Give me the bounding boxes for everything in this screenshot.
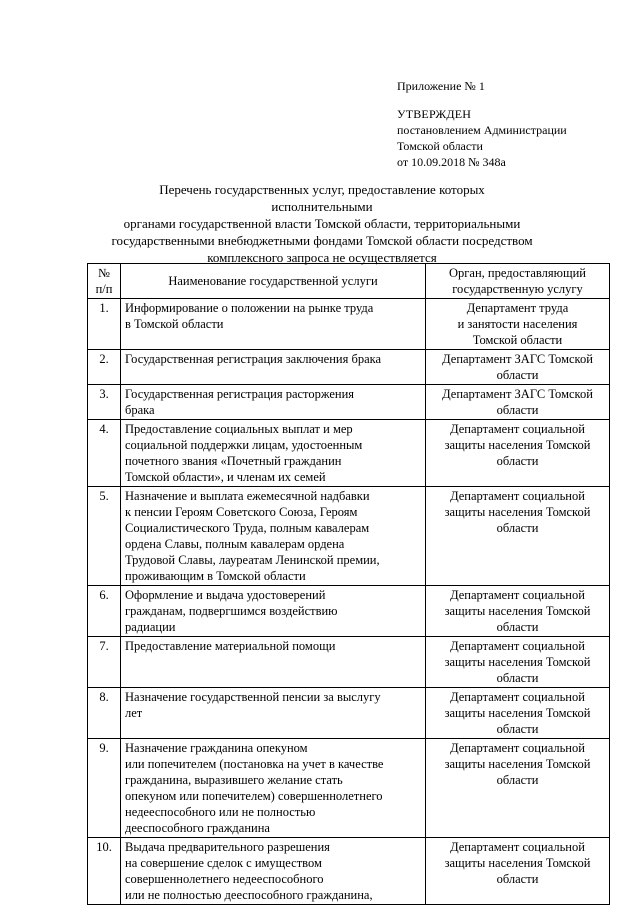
row-organization xyxy=(426,420,610,487)
title-line-2: органами государственной власти Томской области, территориальными xyxy=(123,216,521,231)
service-name-line: Назначение и выплата ежемесячной надбавки xyxy=(125,489,370,503)
row-number: 6. xyxy=(88,586,121,637)
row-service-name xyxy=(121,739,426,838)
services-table-body xyxy=(88,299,610,905)
service-name-line: Оформление и выдача удостоверений xyxy=(125,588,326,602)
organization-line: Департамент ЗАГС Томской xyxy=(442,387,593,401)
row-organization xyxy=(426,838,610,905)
title-line-1: Перечень государственных услуг, предоставление которых исполнительными xyxy=(159,182,485,214)
table-row xyxy=(88,299,610,350)
annex-number: Приложение № 1 xyxy=(397,79,485,93)
row-number: 4. xyxy=(88,420,121,487)
row-number: 10. xyxy=(88,838,121,905)
row-organization xyxy=(426,586,610,637)
service-name-line: или попечителем (постановка на учет в качестве xyxy=(125,757,384,771)
organization-line: Департамент труда xyxy=(466,301,569,315)
service-name-line: проживающим в Томской области xyxy=(125,569,306,583)
service-name-line: Предоставление материальной помощи xyxy=(125,639,336,653)
table-row xyxy=(88,838,610,905)
row-organization xyxy=(426,739,610,838)
service-name-line: Трудовой Славы, лауреатам Ленинской премии, xyxy=(125,553,380,567)
service-name-line: Назначение государственной пенсии за выслугу xyxy=(125,690,381,704)
service-name-line: совершеннолетнего недееспособного xyxy=(125,872,324,886)
organization-line: защиты населения Томской xyxy=(444,438,591,452)
organization-line: области xyxy=(496,454,539,468)
row-service-name xyxy=(121,637,426,688)
organization-line: защиты населения Томской xyxy=(444,505,591,519)
row-organization xyxy=(426,299,610,350)
service-name-line: радиации xyxy=(125,620,176,634)
approval-block xyxy=(397,78,627,170)
service-name-line: ордена Славы, полным кавалерам ордена xyxy=(125,537,345,551)
row-number: 9. xyxy=(88,739,121,838)
document-title xyxy=(110,181,534,266)
service-name-line: брака xyxy=(125,403,155,417)
row-service-name xyxy=(121,487,426,586)
title-line-4: комплексного запроса не осуществляется xyxy=(207,250,437,265)
organization-line: защиты населения Томской xyxy=(444,655,591,669)
organization-line: области xyxy=(496,722,539,736)
service-name-line: к пенсии Героям Советского Союза, Героям xyxy=(125,505,358,519)
organization-line: защиты населения Томской xyxy=(444,856,591,870)
organization-line: области xyxy=(496,671,539,685)
service-name-line: недееспособного или не полностью xyxy=(125,805,316,819)
organization-line: защиты населения Томской xyxy=(444,757,591,771)
service-name-line: Назначение гражданина опекуном xyxy=(125,741,308,755)
service-name-line: Томской области», и членам их семей xyxy=(125,470,326,484)
service-name-line: Предоставление социальных выплат и мер xyxy=(125,422,353,436)
row-service-name xyxy=(121,385,426,420)
service-name-line: социальной поддержки лицам, удостоенным xyxy=(125,438,363,452)
header-organization-line-2: государственную услугу xyxy=(452,282,583,296)
row-organization xyxy=(426,487,610,586)
services-table xyxy=(87,263,610,905)
organization-line: области xyxy=(496,521,539,535)
row-organization xyxy=(426,688,610,739)
organization-line: и занятости населения xyxy=(457,317,578,331)
approval-line-2: Томской области xyxy=(397,139,483,153)
organization-line: Департамент социальной xyxy=(450,588,585,602)
service-name-line: или не полностью дееспособного гражданина, xyxy=(125,888,373,902)
header-number-line-2: п/п xyxy=(95,282,113,296)
header-organization xyxy=(426,264,610,299)
service-name-line: гражданина, выразившего желание стать xyxy=(125,773,343,787)
organization-line: области xyxy=(496,403,539,417)
organization-line: Департамент ЗАГС Томской xyxy=(442,352,593,366)
table-row xyxy=(88,350,610,385)
row-number: 7. xyxy=(88,637,121,688)
service-name-line: в Томской области xyxy=(125,317,224,331)
service-name-line: дееспособного гражданина xyxy=(125,821,270,835)
row-number: 5. xyxy=(88,487,121,586)
organization-line: области xyxy=(496,620,539,634)
header-service-name: Наименование государственной услуги xyxy=(121,264,426,299)
service-name-line: Государственная регистрация заключения брака xyxy=(125,352,382,366)
table-row xyxy=(88,385,610,420)
row-number: 8. xyxy=(88,688,121,739)
service-name-line: гражданам, подвергшимся воздействию xyxy=(125,604,338,618)
organization-line: области xyxy=(496,773,539,787)
header-number xyxy=(88,264,121,299)
organization-line: защиты населения Томской xyxy=(444,604,591,618)
row-number: 2. xyxy=(88,350,121,385)
organization-line: защиты населения Томской xyxy=(444,706,591,720)
service-name-line: опекуном или попечителем) совершеннолетнего xyxy=(125,789,383,803)
row-service-name xyxy=(121,350,426,385)
organization-line: Департамент социальной xyxy=(450,489,585,503)
organization-line: Департамент социальной xyxy=(450,639,585,653)
table-row xyxy=(88,739,610,838)
approval-line-1: постановлением Администрации xyxy=(397,123,567,137)
table-row xyxy=(88,586,610,637)
service-name-line: Государственная регистрация расторжения xyxy=(125,387,355,401)
organization-line: Томской области xyxy=(472,333,563,347)
organization-line: Департамент социальной xyxy=(450,422,585,436)
table-row xyxy=(88,487,610,586)
organization-line: Департамент социальной xyxy=(450,690,585,704)
title-line-3: государственными внебюджетными фондами Томской области посредством xyxy=(111,233,533,248)
table-header-row xyxy=(88,264,610,299)
service-name-line: лет xyxy=(125,706,143,720)
approved-label: УТВЕРЖДЕН xyxy=(397,107,472,121)
header-organization-line-1: Орган, предоставляющий xyxy=(449,266,586,280)
organization-line: области xyxy=(496,872,539,886)
service-name-line: на совершение сделок с имуществом xyxy=(125,856,322,870)
organization-line: области xyxy=(496,368,539,382)
row-organization xyxy=(426,350,610,385)
service-name-line: почетного звания «Почетный гражданин xyxy=(125,454,342,468)
row-organization xyxy=(426,637,610,688)
header-number-line-1: № xyxy=(98,266,110,280)
service-name-line: Выдача предварительного разрешения xyxy=(125,840,330,854)
service-name-line: Социалистического Труда, полным кавалерам xyxy=(125,521,370,535)
row-number: 1. xyxy=(88,299,121,350)
table-row xyxy=(88,420,610,487)
organization-line: Департамент социальной xyxy=(450,741,585,755)
organization-line: Департамент социальной xyxy=(450,840,585,854)
approval-line-3: от 10.09.2018 № 348а xyxy=(397,155,506,169)
row-service-name xyxy=(121,420,426,487)
row-organization xyxy=(426,385,610,420)
row-service-name xyxy=(121,688,426,739)
row-service-name xyxy=(121,586,426,637)
row-service-name xyxy=(121,838,426,905)
table-row xyxy=(88,688,610,739)
row-service-name xyxy=(121,299,426,350)
service-name-line: Информирование о положении на рынке труда xyxy=(125,301,374,315)
table-row xyxy=(88,637,610,688)
row-number: 3. xyxy=(88,385,121,420)
